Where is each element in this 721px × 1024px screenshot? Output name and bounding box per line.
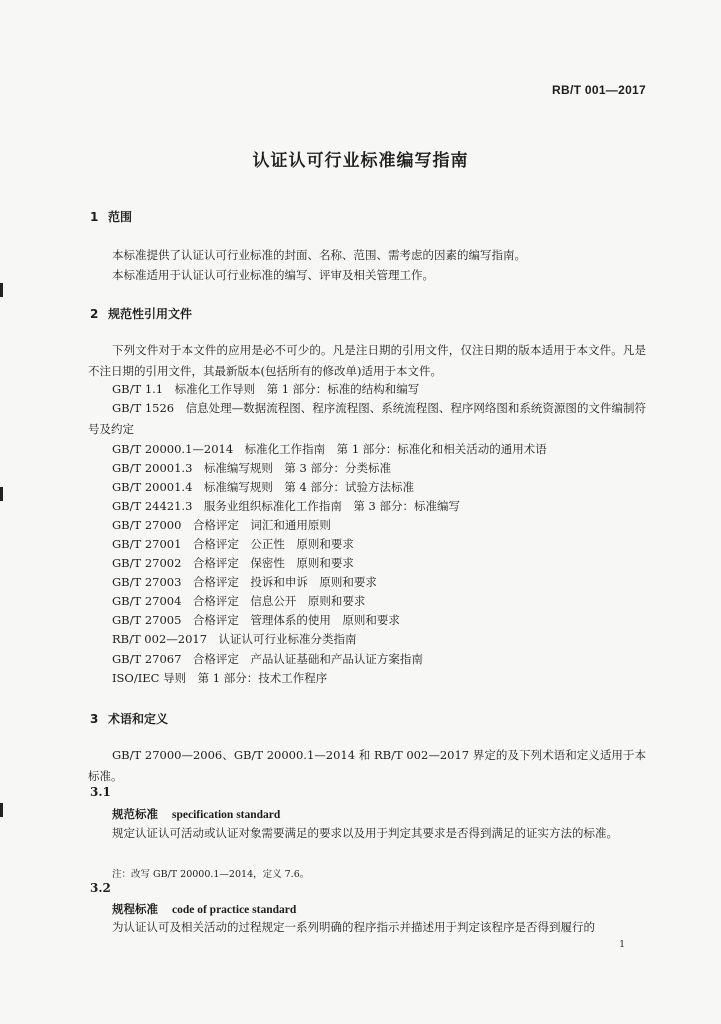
- document-title: 认证认可行业标准编写指南: [252, 151, 469, 171]
- term-zh: 规程标准: [112, 902, 158, 916]
- term-number: 3.2: [90, 881, 111, 895]
- section-heading-normative-references: [90, 305, 192, 322]
- references-intro: 下列文件对于本文件的应用是必不可少的。凡是注日期的引用文件，仅注日期的版本适用于本文件。凡是不注日期的引用文件，其最新版本(包括所有的修改单)适用于本文件。: [88, 343, 646, 378]
- scan-edge-mark: [0, 487, 3, 501]
- term-zh: 规范标准: [112, 807, 158, 821]
- section-number: 3: [90, 712, 99, 726]
- term-en: specification standard: [172, 809, 281, 821]
- reference-item: GB/T 27000 合格评定 词汇和通用原则: [112, 518, 331, 532]
- reference-item: ISO/IEC 导则 第 1 部分：技术工作程序: [112, 671, 328, 685]
- scope-paragraph-2: 本标准适用于认证认可行业标准的编写、评审及相关管理工作。: [112, 268, 434, 282]
- section-title: 规范性引用文件: [108, 307, 193, 321]
- scope-paragraph-1: 本标准提供了认证认可行业标准的封面、名称、范围、需考虑的因素的编写指南。: [112, 248, 526, 262]
- reference-item: GB/T 20001.4 标准编写规则 第 4 部分：试验方法标准: [112, 480, 415, 494]
- term-definition: 为认证认可及相关活动的过程规定一系列明确的程序指示并描述用于判定该程序是否得到履行的: [112, 920, 595, 934]
- section-heading-terms: [90, 710, 168, 727]
- reference-item: GB/T 27002 合格评定 保密性 原则和要求: [112, 556, 354, 570]
- reference-item: GB/T 27003 合格评定 投诉和申诉 原则和要求: [112, 575, 377, 589]
- scan-edge-mark: [0, 803, 3, 817]
- reference-item: GB/T 27004 合格评定 信息公开 原则和要求: [112, 594, 366, 608]
- terms-intro: GB/T 27000—2006、GB/T 20000.1—2014 和 RB/T 002—2017 界定的及下列术语和定义适用于本标准。: [88, 748, 646, 783]
- scan-edge-mark: [0, 283, 3, 297]
- reference-item: GB/T 20000.1—2014 标准化工作指南 第 1 部分：标准化和相关活动的通用术语: [112, 442, 547, 456]
- reference-item: GB/T 27001 合格评定 公正性 原则和要求: [112, 537, 354, 551]
- section-number: 2: [90, 307, 99, 321]
- reference-item: GB/T 27067 合格评定 产品认证基础和产品认证方案指南: [112, 652, 423, 666]
- section-title: 范围: [108, 210, 133, 224]
- term-en: code of practice standard: [172, 904, 297, 916]
- section-heading-scope: [90, 208, 132, 225]
- page-number: 1: [619, 940, 625, 950]
- term-definition: 规定认证认可活动或认证对象需要满足的要求以及用于判定其要求是否得到满足的证实方法的标准。: [112, 826, 618, 840]
- reference-item: GB/T 1526 信息处理—数据流程图、程序流程图、系统流程图、程序网络图和系统资源图的文件编制符号及约定: [88, 401, 646, 436]
- term-heading: [112, 806, 280, 822]
- reference-item: GB/T 1.1 标准化工作导则 第 1 部分：标准的结构和编写: [112, 382, 420, 396]
- section-title: 术语和定义: [108, 712, 169, 726]
- term-heading: [112, 901, 296, 917]
- reference-item: GB/T 27005 合格评定 管理体系的使用 原则和要求: [112, 613, 400, 627]
- section-number: 1: [90, 210, 99, 224]
- reference-item: GB/T 20001.3 标准编写规则 第 3 部分：分类标准: [112, 461, 392, 475]
- term-number: 3.1: [90, 785, 111, 799]
- term-note: 注：改写 GB/T 20000.1—2014，定义 7.6。: [112, 869, 310, 880]
- standard-code-header: RB/T 001—2017: [552, 83, 646, 97]
- reference-item: GB/T 24421.3 服务业组织标准化工作指南 第 3 部分：标准编写: [112, 499, 461, 513]
- reference-item: RB/T 002—2017 认证认可行业标准分类指南: [112, 632, 357, 646]
